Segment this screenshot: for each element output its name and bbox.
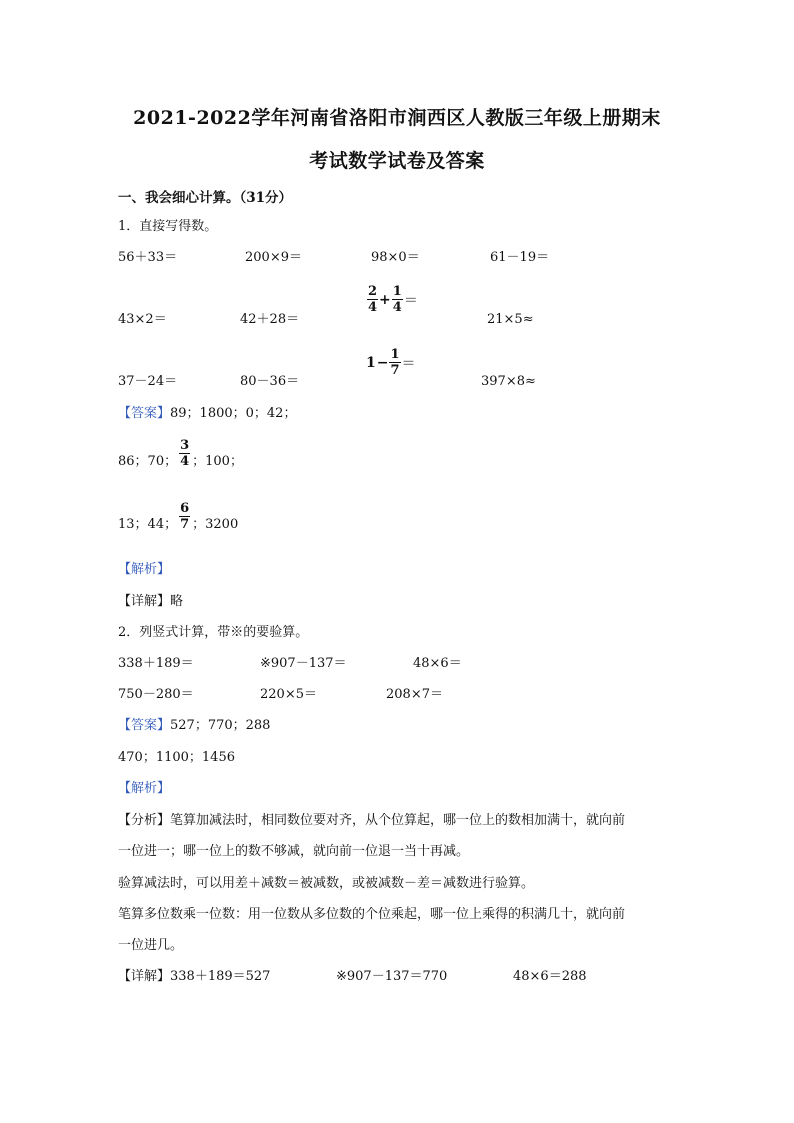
fenxi-tag: 【分析】 bbox=[118, 813, 171, 828]
q2-fenxi-line-1 bbox=[118, 812, 625, 830]
answer-text-pre: 13；44； bbox=[118, 517, 178, 532]
q2-r1-c2: ※907－137＝ bbox=[260, 656, 347, 671]
fenxi-text: 笔算加减法时，相同数位要对齐，从个位算起，哪一位上的数相加满十，就向前 bbox=[170, 813, 626, 828]
frac-num: 2 bbox=[368, 284, 378, 299]
q2-analysis-tag: 【解析】 bbox=[118, 781, 171, 796]
detail-text: 338＋189＝527 bbox=[170, 969, 271, 984]
plus-sign: + bbox=[379, 291, 391, 308]
fraction-one-seventh bbox=[389, 347, 400, 378]
q2-detail-c2: ※907－137＝770 bbox=[336, 969, 448, 984]
answer-text: 89；1800；0；42； bbox=[170, 406, 297, 421]
q1-r3-c2: 80－36＝ bbox=[240, 374, 300, 389]
one-digit: 1 bbox=[366, 354, 376, 371]
q1-r2-c2: 42＋28＝ bbox=[240, 312, 300, 327]
q2-fenxi-line-2: 一位进一；哪一位上的数不够减，就向前一位退一当十再减。 bbox=[118, 844, 470, 859]
frac-den: 4 bbox=[180, 454, 190, 469]
frac-num: 6 bbox=[180, 501, 190, 516]
fraction-six-sevenths bbox=[179, 501, 190, 532]
detail-tag: 【详解】 bbox=[118, 594, 171, 609]
title-line-1: 2021-2022学年河南省洛阳市涧西区人教版三年级上册期末 bbox=[133, 107, 661, 129]
frac-den: 7 bbox=[390, 363, 400, 378]
q2-label: 2．列竖式计算，带※的要验算。 bbox=[118, 625, 309, 640]
q1-label: 1．直接写得数。 bbox=[118, 219, 218, 234]
answer-tag: 【答案】 bbox=[118, 718, 171, 733]
fraction-three-quarters bbox=[179, 438, 190, 469]
detail-text: 略 bbox=[170, 594, 184, 609]
frac-den: 7 bbox=[180, 517, 190, 532]
q1-r2-c4: 21×5≈ bbox=[487, 312, 534, 327]
q1-r1-c1: 56＋33＝ bbox=[118, 250, 178, 265]
q2-detail-c1 bbox=[118, 968, 270, 986]
q2-answer-line-1 bbox=[118, 717, 270, 735]
frac-num: 1 bbox=[390, 347, 400, 362]
q2-fenxi-line-4: 笔算多位数乘一位数：用一位数从多位数的个位乘起，哪一位上乘得的积满几十，就向前 bbox=[118, 907, 626, 922]
q1-answer-line-1 bbox=[118, 405, 296, 423]
q1-r3-c1: 37－24＝ bbox=[118, 374, 178, 389]
fraction-one-quarter bbox=[392, 284, 403, 315]
q2-fenxi-line-3: 验算减法时，可以用差＋减数＝被减数，或被减数－差＝减数进行验算。 bbox=[118, 876, 535, 891]
answer-text-post: ；100； bbox=[192, 454, 243, 469]
q1-r3-c4: 397×8≈ bbox=[481, 374, 536, 389]
equals-sign: ＝ bbox=[403, 292, 418, 309]
q1-detail bbox=[118, 593, 183, 611]
q1-r2-c1: 43×2＝ bbox=[118, 312, 167, 327]
q2-r2-c1: 750－280＝ bbox=[118, 687, 194, 702]
answer-text-post: ；3200 bbox=[192, 517, 239, 532]
section-1-heading: 一、我会细心计算。（31分） bbox=[118, 190, 293, 206]
q1-r1-c3: 98×0＝ bbox=[371, 250, 420, 265]
answer-text: 527；770；288 bbox=[170, 718, 271, 733]
q2-r1-c1: 338＋189＝ bbox=[118, 656, 194, 671]
frac-num: 3 bbox=[180, 438, 190, 453]
q2-fenxi-line-5: 一位进几。 bbox=[118, 938, 184, 953]
q1-answer-line-3 bbox=[118, 503, 238, 534]
q2-r2-c2: 220×5＝ bbox=[260, 687, 317, 702]
answer-text-pre: 86；70； bbox=[118, 454, 178, 469]
q2-r2-c3: 208×7＝ bbox=[386, 687, 443, 702]
q1-r1-c4: 61－19＝ bbox=[490, 250, 550, 265]
answer-tag: 【答案】 bbox=[118, 406, 171, 421]
q1-r2-fraction-expression bbox=[367, 284, 419, 315]
frac-den: 4 bbox=[368, 300, 378, 315]
title-line-2: 考试数学试卷及答案 bbox=[309, 150, 485, 172]
q1-r1-c2: 200×9＝ bbox=[245, 250, 302, 265]
q2-answer-line-2: 470；1100；1456 bbox=[118, 750, 235, 765]
frac-den: 4 bbox=[392, 300, 402, 315]
q1-r3-fraction-expression bbox=[366, 347, 417, 378]
q1-analysis-tag: 【解析】 bbox=[118, 562, 171, 577]
equals-sign: ＝ bbox=[401, 355, 416, 372]
q2-r1-c3: 48×6＝ bbox=[413, 656, 462, 671]
detail-tag: 【详解】 bbox=[118, 969, 171, 984]
frac-num: 1 bbox=[392, 284, 402, 299]
minus-sign: − bbox=[376, 354, 389, 371]
fraction-two-quarters bbox=[367, 284, 378, 315]
q1-answer-line-2 bbox=[118, 440, 243, 471]
q2-detail-c3: 48×6＝288 bbox=[513, 969, 587, 984]
